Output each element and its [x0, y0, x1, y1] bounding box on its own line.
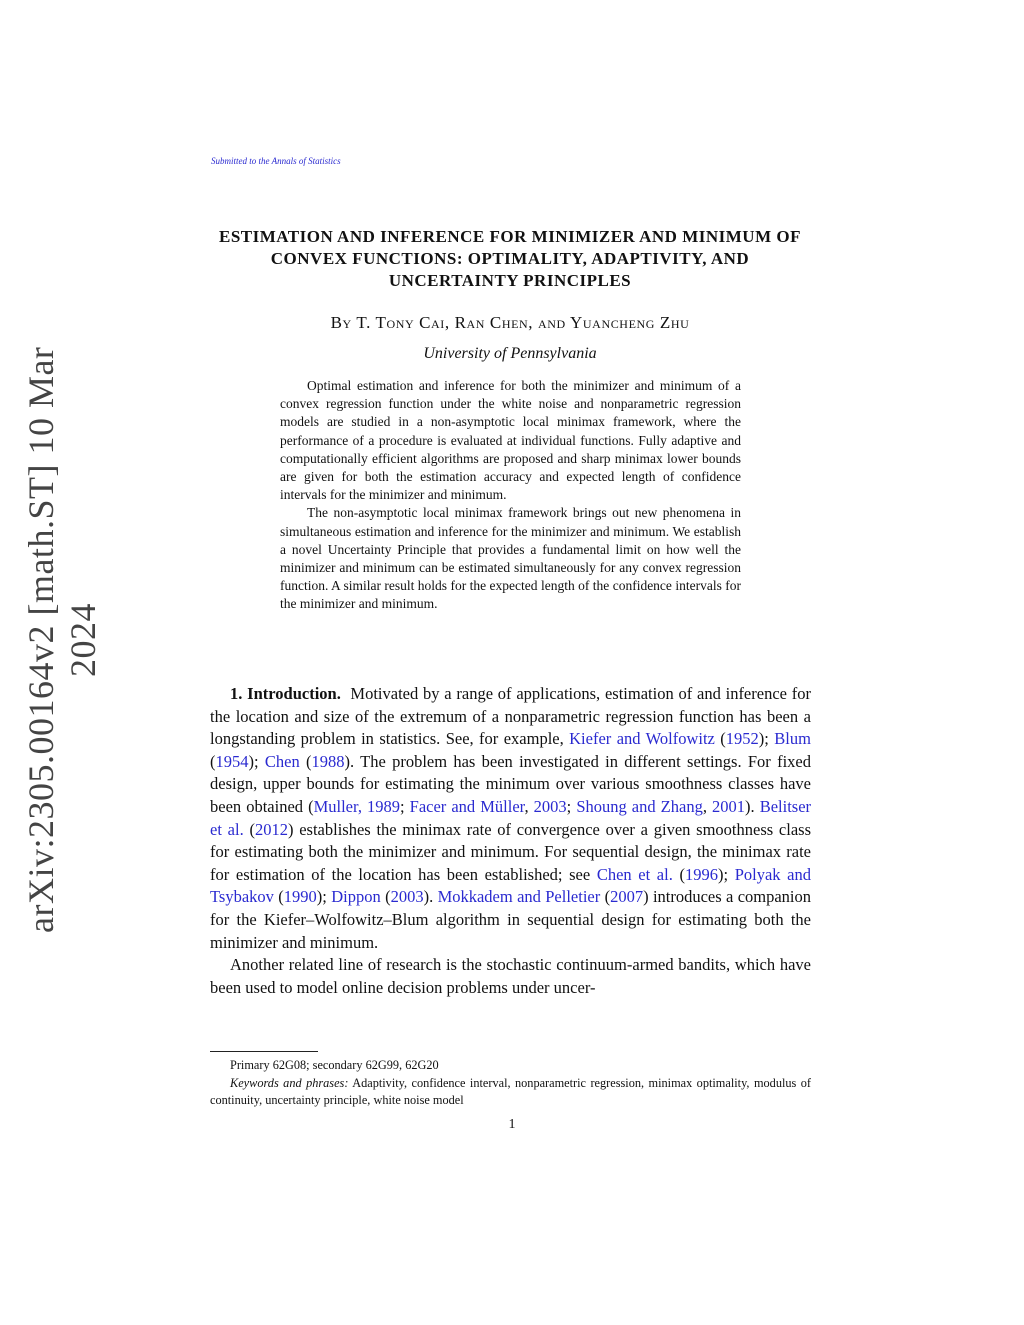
citation-year[interactable]: 1996: [684, 864, 718, 884]
keywords-text: Adaptivity, confidence interval, nonparametric regression, minimax optimality, modulus of continuity, uncertainty principle, white noise model: [210, 1075, 812, 1107]
citation-chen[interactable]: Chen: [264, 751, 300, 771]
page-number: 1: [508, 1117, 516, 1132]
abstract-paragraph-1: Optimal estimation and inference for both the minimizer and minimum of a convex regression function under the white noise and nonparametric regression models are studied in a non-asymptotic local minimax framework, where the performance of a procedure is evaluated at individual functions. Fully adaptive and computationally efficient algorithms are proposed and sharp minimax lower bounds are given for both the estimation accuracy and expected length of confidence intervals for the minimizer and minimum.: [280, 378, 741, 503]
keywords-label: Keywords and phrases:: [230, 1075, 349, 1090]
introduction-section: [210, 683, 811, 999]
citation-year[interactable]: 2001: [712, 796, 746, 816]
author-list: By T. Tony Cai, Ran Chen, and Yuancheng Zhu: [330, 313, 690, 332]
intro-paragraph-2: Another related line of research is the stochastic continuum-armed bandits, which have been used to model online decision problems under uncer-: [210, 955, 811, 997]
paper-title: ESTIMATION AND INFERENCE FOR MINIMIZER AND MINIMUM OF CONVEX FUNCTIONS: OPTIMALITY, ADAPTIVITY, AND UNCERTAINTY PRINCIPLES: [218, 227, 801, 290]
citation-chen-et-al[interactable]: Chen et al.: [596, 864, 673, 884]
abstract: [280, 377, 741, 614]
citation-year[interactable]: 1954: [215, 751, 249, 771]
citation-muller[interactable]: Muller, 1989: [313, 796, 401, 816]
citation-mokkadem-pelletier[interactable]: Mokkadem and Pelletier: [437, 887, 601, 907]
citation-year[interactable]: 2003: [390, 887, 424, 907]
intro-text-4: introduces a companion for the Kiefer–Wolfowitz–Blum algorithm in sequential design for estimating both the minimizer and minimum.: [210, 887, 812, 952]
intro-text-3: establishes the minimax rate of convergence over a given smoothness class for estimating both the minimizer and minimum. For sequential design, the minimax rate for estimation of the location has been established; see: [210, 819, 812, 884]
section-heading: 1. Introduction.: [230, 684, 341, 703]
citation-shoung-zhang[interactable]: Shoung and Zhang: [576, 796, 703, 816]
classification-footnote: Primary 62G08; secondary 62G99, 62G20: [230, 1058, 439, 1072]
keywords-footnote: [210, 1075, 811, 1110]
citation-year[interactable]: 1952: [725, 729, 759, 749]
header-note[interactable]: Submitted to the Annals of Statistics: [211, 156, 341, 166]
citation-blum[interactable]: Blum: [774, 729, 811, 749]
citation-kiefer-wolfowitz[interactable]: Kiefer and Wolfowitz: [569, 729, 715, 749]
abstract-paragraph-2: The non-asymptotic local minimax framework brings out new phenomena in simultaneous estimation and inference for the minimizer and minimum. We establish a novel Uncertainty Principle that provides a fundamental limit on how well the minimizer and minimum can be estimated simultaneously for any convex regression function. A similar result holds for the expected length of the confidence intervals for the minimizer and minimum.: [280, 505, 741, 612]
intro-text-1: Motivated by a range of applications, estimation of and inference for the location and size of the extremum of a nonparametric regression function has been a longstanding problem in statistics. See, for example,: [210, 684, 811, 749]
arxiv-stamp: arXiv:2305.00164v2 [math.ST] 10 Mar 2024: [21, 346, 103, 934]
footnote-rule: [210, 1051, 318, 1052]
footnotes: [210, 1057, 811, 1110]
citation-polyak-tsybakov[interactable]: Polyak and Tsybakov: [210, 864, 811, 907]
citation-year[interactable]: 1988: [311, 751, 345, 771]
affiliation: University of Pennsylvania: [423, 345, 597, 362]
citation-dippon[interactable]: Dippon: [331, 887, 381, 907]
intro-text-2: . The problem has been investigated in different settings. For fixed design, upper bounds for estimating the minimum over various smoothness classes have been obtained (: [210, 751, 811, 816]
citation-belitser[interactable]: Belitser et al.: [210, 796, 812, 839]
citation-year[interactable]: 2012: [254, 819, 288, 839]
citation-facer-muller[interactable]: Facer and Müller: [409, 796, 525, 816]
citation-year[interactable]: 2007: [610, 887, 644, 907]
intro-paragraph-1: 1. Introduction. Motivated by a range of applications, estimation of and inference for the location and size of the extremum of a nonparametric regression function has been a longstanding problem in statistics. See, for example, Kiefer and Wolfowitz (1952); Blum (1954); Chen (1988). The problem has been investigated in different settings. For fixed design, upper bounds for estimating the minimum over various smoothness classes have been obtained (Muller, 1989; Facer and Müller, 2003; Shoung and Zhang, 2001). Belitser et al. (2012) establishes the minimax rate of convergence over a given smoothness class for estimating both the minimizer and minimum. For sequential design, the minimax rate for estimation of the location has been established; see Chen et al. (1996); Polyak and Tsybakov (1990); Dippon (2003). Mokkadem and Pelletier (2007) introduces a companion for the Kiefer–Wolfowitz–Blum algorithm in sequential design for estimating both the minimizer and minimum.: [210, 684, 812, 952]
citation-year[interactable]: 2003: [533, 796, 567, 816]
citation-year[interactable]: 1990: [283, 887, 317, 907]
